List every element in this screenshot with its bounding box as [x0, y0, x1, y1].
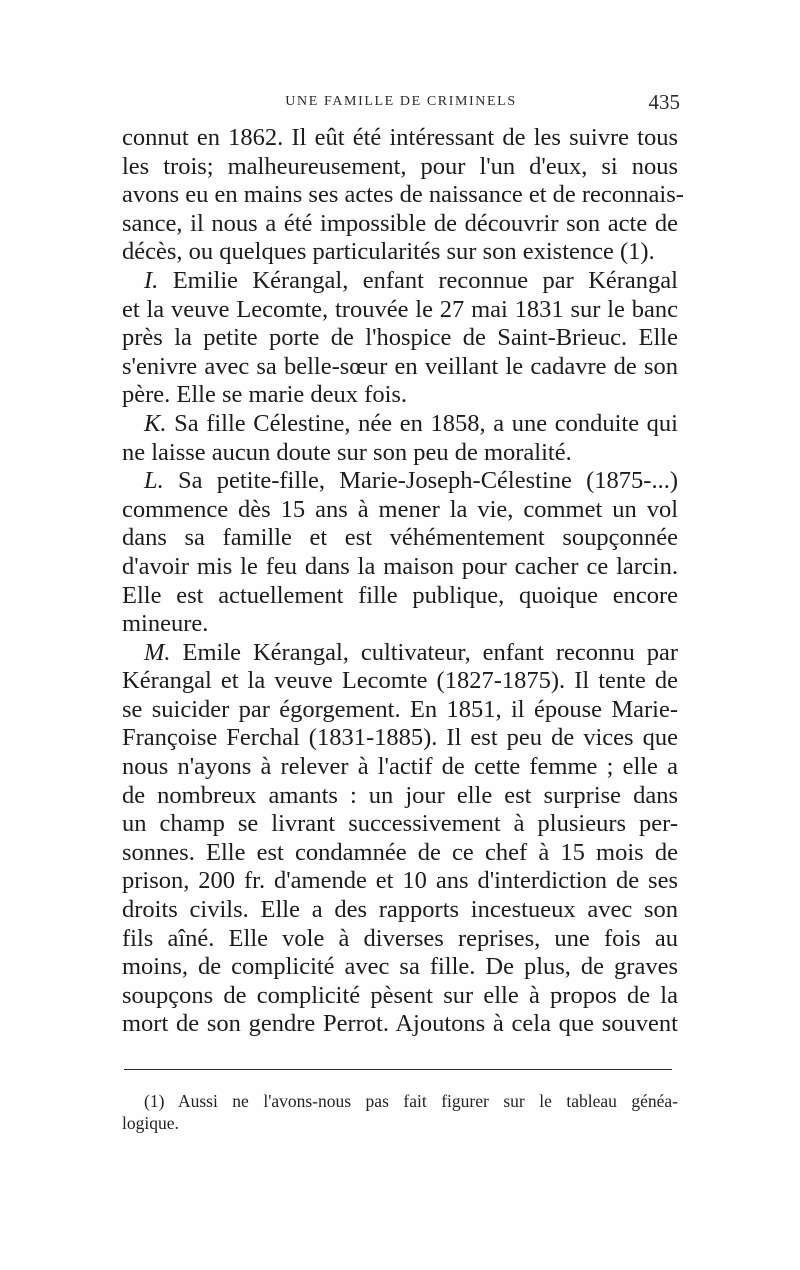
section-letter: K.	[144, 409, 167, 437]
text-line: Elle est actuellement fille publique, quoique encore	[122, 581, 678, 609]
footnote-divider	[124, 1069, 672, 1070]
text-line: d'avoir mis le feu dans la maison pour cacher ce larcin.	[122, 552, 678, 580]
section-letter: L.	[144, 467, 164, 495]
section-letter: I.	[144, 266, 159, 294]
text-line: dans sa famille et est véhémentement soupçonnée	[122, 524, 678, 552]
text-line: nous n'ayons à relever à l'actif de cette femme ; elle a	[122, 753, 678, 781]
text-line: et la veuve Lecomte, trouvée le 27 mai 1831 sur le banc	[122, 295, 678, 323]
text-line: de nombreux amants : un jour elle est surprise dans	[122, 781, 678, 809]
text-line: commence dès 15 ans à mener la vie, commet un vol	[122, 495, 678, 523]
text-line: K. Sa fille Célestine, née en 1858, a une conduite qui	[144, 409, 678, 437]
text-line: décès, ou quelques particularités sur son existence (1).	[122, 238, 655, 266]
text-line: L. Sa petite-fille, Marie-Joseph-Célestine (1875-...)	[144, 467, 678, 495]
text-line: moins, de complicité avec sa fille. De plus, de graves	[122, 953, 678, 981]
text-line: un champ se livrant successivement à plusieurs per-	[122, 810, 678, 838]
text-line: se suicider par égorgement. En 1851, il épouse Marie-	[122, 695, 678, 723]
page-header	[122, 90, 680, 116]
running-title: UNE FAMILLE DE CRIMINELS	[285, 94, 517, 109]
text-line: sance, il nous a été impossible de découvrir son acte de	[122, 209, 678, 237]
text-line: les trois; malheureusement, pour l'un d'eux, si nous	[122, 152, 678, 180]
text-line: fils aîné. Elle vole à diverses reprises, une fois au	[122, 924, 678, 952]
body-text	[122, 124, 684, 1039]
footnote-line: (1) Aussi ne l'avons-nous pas fait figurer sur le tableau généa-	[144, 1091, 678, 1111]
text-line: près la petite porte de l'hospice de Saint-Brieuc. Elle	[122, 324, 678, 352]
page-number: 435	[648, 90, 680, 114]
text-line: droits civils. Elle a des rapports incestueux avec son	[122, 896, 678, 924]
text-line: I. Emilie Kérangal, enfant reconnue par Kérangal	[144, 266, 678, 294]
footnote-line: logique.	[122, 1113, 179, 1133]
text-line: s'enivre avec sa belle-sœur en veillant le cadavre de son	[122, 352, 678, 380]
section-letter: M.	[144, 638, 171, 666]
text-line: M. Emile Kérangal, cultivateur, enfant reconnu par	[144, 638, 678, 666]
footnote	[122, 1090, 678, 1134]
text-line: avons eu en mains ses actes de naissance et de reconnais-	[122, 181, 684, 209]
text-line: sonnes. Elle est condamnée de ce chef à 15 mois de	[122, 838, 678, 866]
text-line: père. Elle se marie deux fois.	[122, 381, 408, 409]
text-line: Kérangal et la veuve Lecomte (1827-1875). Il tente de	[122, 667, 678, 695]
text-line: ne laisse aucun doute sur son peu de moralité.	[122, 438, 572, 466]
text-line: Françoise Ferchal (1831-1885). Il est peu de vices que	[122, 724, 678, 752]
text-line: mineure.	[122, 610, 209, 638]
text-line: soupçons de complicité pèsent sur elle à propos de la	[122, 981, 678, 1009]
text-line: mort de son gendre Perrot. Ajoutons à cela que souvent	[122, 1010, 678, 1038]
text-line: connut en 1862. Il eût été intéressant de les suivre tous	[122, 124, 678, 151]
text-line: prison, 200 fr. d'amende et 10 ans d'interdiction de ses	[122, 867, 678, 895]
